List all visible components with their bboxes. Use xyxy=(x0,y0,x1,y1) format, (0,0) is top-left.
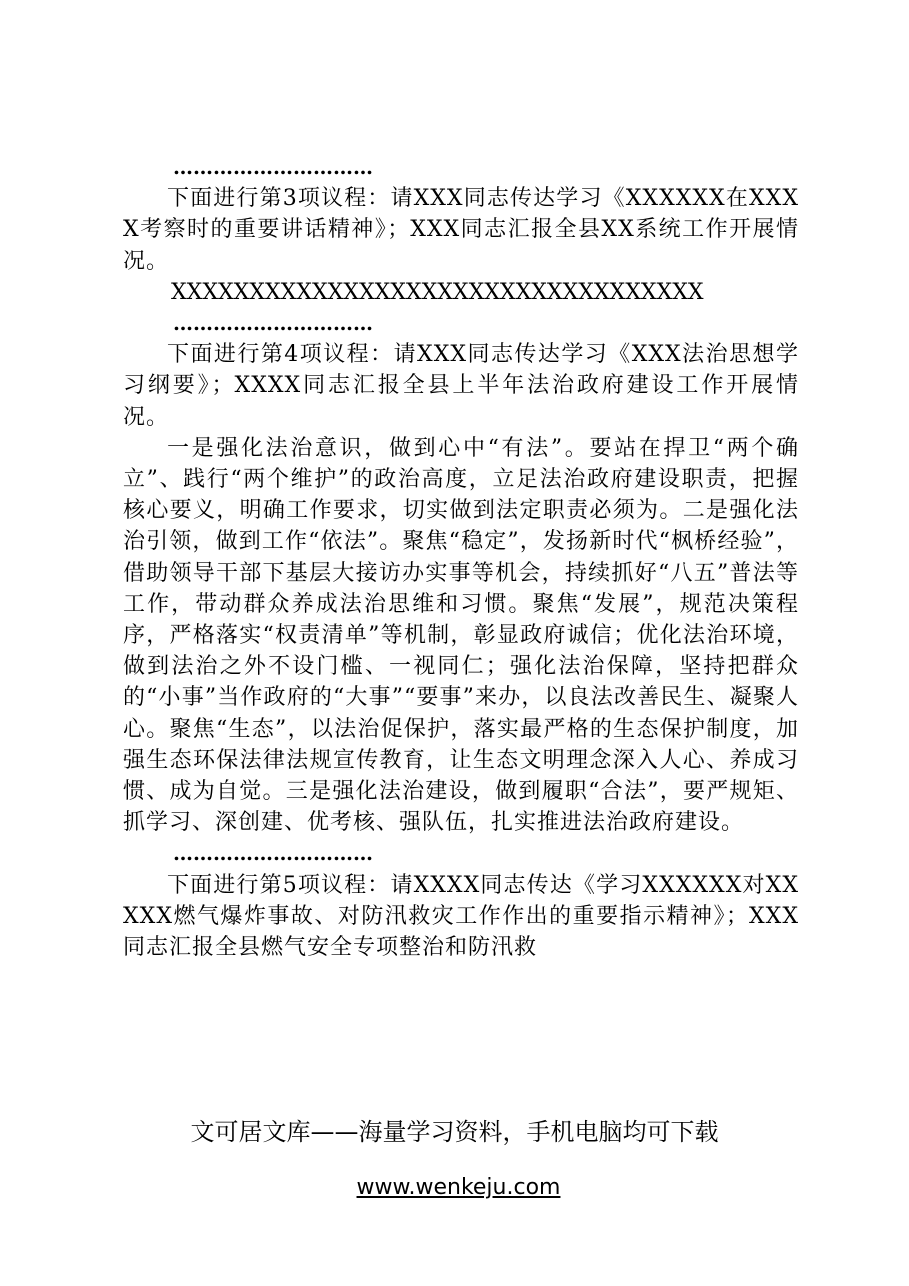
ellipsis-separator: ………………………… xyxy=(173,155,373,179)
agenda-item-4-paragraph: 下面进行第4项议程：请XXX同志传达学习《XXX法治思想学习纲要》；XXXX同志汇报全县上半年法治政府建设工作开展情况。 xyxy=(123,342,799,430)
document-body xyxy=(123,152,799,963)
agenda-item-5-paragraph: 下面进行第5项议程：请XXXX同志传达《学习XXXXXX对XXXXX燃气爆炸事故、对防汛救灾工作作出的重要指示精神》；XXX同志汇报全县燃气安全专项整治和防汛救 xyxy=(123,872,799,961)
ellipsis-separator: ………………………… xyxy=(173,311,373,336)
placeholder-line: XXXXXXXXXXXXXXXXXXXXXXXXXXXXXXXXXX xyxy=(171,279,704,305)
agenda-item-3-paragraph: 下面进行第3项议程：请XXX同志传达学习《XXXXXX在XXXX考察时的重要讲话精神》；XXX同志汇报全县XX系统工作开展情况。 xyxy=(123,186,799,274)
footer-banner-title: 文可居文库——海量学习资料，手机电脑均可下载 xyxy=(190,1118,719,1146)
rule-of-law-report-paragraph: 一是强化法治意识，做到心中“有法”。要站在捍卫“两个确立”、践行“两个维护”的政治高度，立足法治政府建设职责，把握核心要义，明确工作要求，切实做到法定职责必须为。二是强化法治引领，做到工作“依法”。聚焦“稳定”，发扬新时代“枫桥经验”，借助领导干部下基层大接访办实事等机会，持续抓好“八五”普法等工作，带动群众养成法治思维和习惯。聚焦“发展”，规范决策程序，严格落实“权责清单”等机制，彰显政府诚信；优化法治环境，做到法治之外不设门槛、一视同仁；强化法治保障，坚持把群众的“小事”当作政府的“大事”“要事”来办，以良法改善民生、凝聚人心。聚焦“生态”，以法治促保护，落实最严格的生态保护制度，加强生态环保法律法规宣传教育，让生态文明理念深入人心、养成习惯、成为自觉。三是强化法治建设，做到履职“合法”，要严规矩、抓学习、深创建、优考核、强队伍，扎实推进法治政府建设。 xyxy=(123,435,799,836)
footer-website-link[interactable]: www.wenkeju.com xyxy=(356,1175,561,1200)
ellipsis-separator: ………………………… xyxy=(173,841,373,866)
